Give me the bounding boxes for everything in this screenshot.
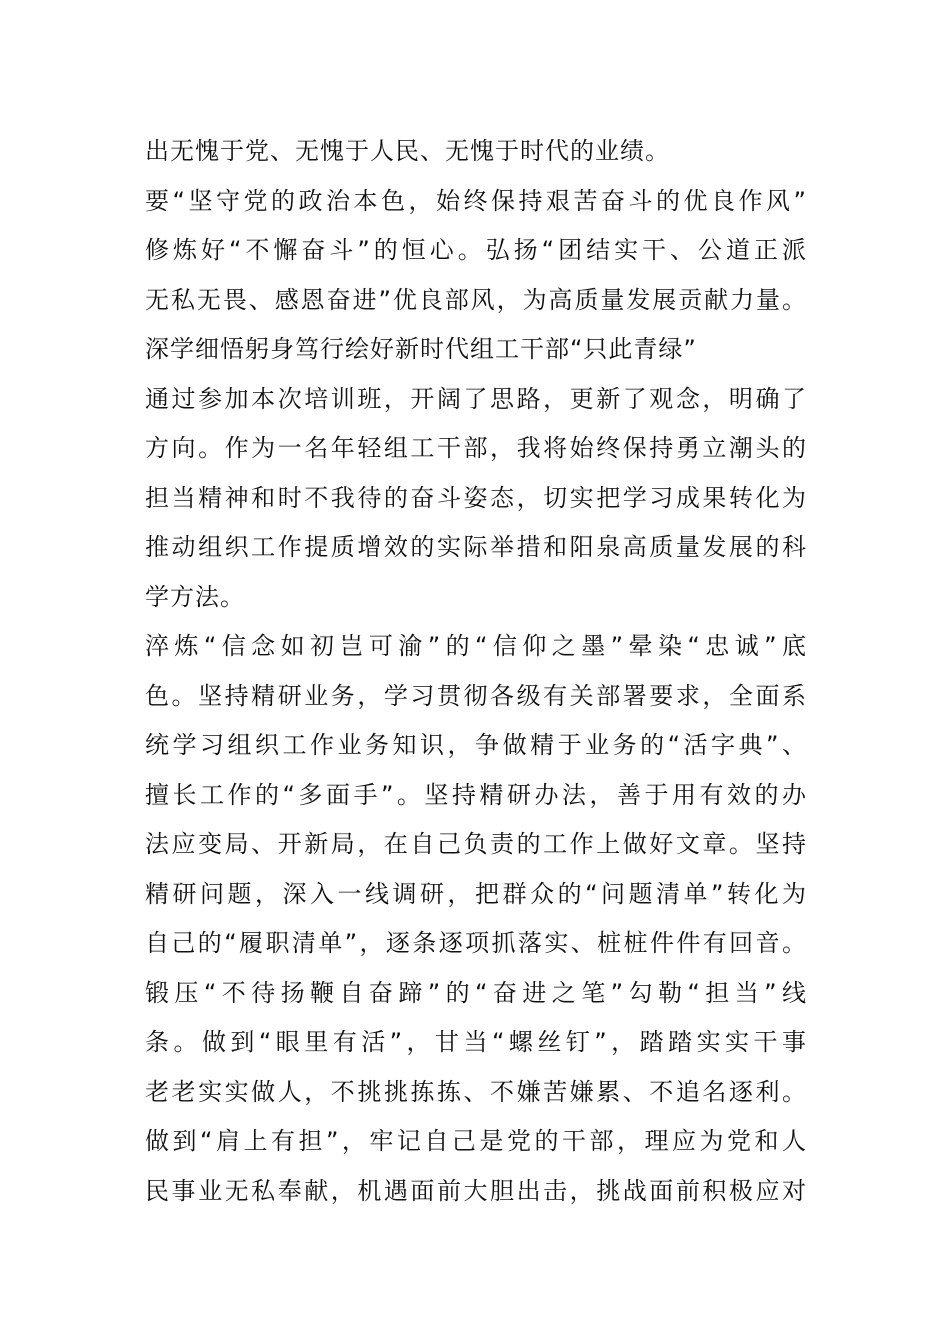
text-line: 锻压“不待扬鞭自奋蹄”的“奋进之笔”勾勒“担当”线 — [145, 978, 806, 1007]
text-line: 担当精神和时不我待的奋斗姿态，切实把学习成果转化为 — [145, 483, 806, 512]
text-line: 老老实实做人，不挑挑拣拣、不嫌苦嫌累、不追名逐利。 — [145, 1077, 806, 1106]
text-line: 出无愧于党、无愧于人民、无愧于时代的业绩。 — [145, 137, 670, 165]
text-line: 自己的“履职清单”，逐条逐项抓落实、桩桩件件有回音。 — [145, 929, 806, 957]
text-line: 精研问题，深入一线调研，把群众的“问题清单”转化为 — [145, 879, 806, 908]
text-line: 法应变局、开新局，在自己负责的工作上做好文章。坚持 — [145, 830, 806, 858]
text-line: 擅长工作的“多面手”。坚持精研办法，善于用有效的办 — [145, 780, 806, 809]
text-line: 推动组织工作提质增效的实际举措和阳泉高质量发展的科 — [145, 533, 806, 561]
text-line: 淬炼“信念如初岂可渝”的“信仰之墨”晕染“忠诚”底 — [145, 632, 806, 660]
text-line: 无私无畏、感恩奋进”优良部风，为高质量发展贡献力量。 — [145, 285, 806, 314]
text-line: 通过参加本次培训班，开阔了思路，更新了观念，明确了 — [145, 384, 806, 413]
text-line: 学方法。 — [145, 582, 245, 611]
text-line: 条。做到“眼里有活”，甘当“螺丝钉”，踏踏实实干事 — [145, 1028, 806, 1056]
text-line: 民事业无私奉献，机遇面前大胆出击，挑战面前积极应对 — [145, 1176, 806, 1205]
text-line: 方向。作为一名年轻组工干部，我将始终保持勇立潮头的 — [145, 434, 806, 462]
text-line: 色。坚持精研业务，学习贯彻各级有关部署要求，全面系 — [145, 681, 806, 710]
text-line: 做到“肩上有担”，牢记自己是党的干部，理应为党和人 — [145, 1127, 806, 1155]
text-line: 统学习组织工作业务知识，争做精于业务的“活字典”、 — [145, 731, 806, 759]
text-line: 深学细悟躬身笃行绘好新时代组工干部“只此青绿” — [145, 335, 697, 363]
text-line: 要“坚守党的政治本色，始终保持艰苦奋斗的优良作风” — [145, 186, 806, 215]
document-body — [145, 127, 806, 1216]
text-line: 修炼好“不懈奋斗”的恒心。弘扬“团结实干、公道正派 — [145, 236, 806, 264]
